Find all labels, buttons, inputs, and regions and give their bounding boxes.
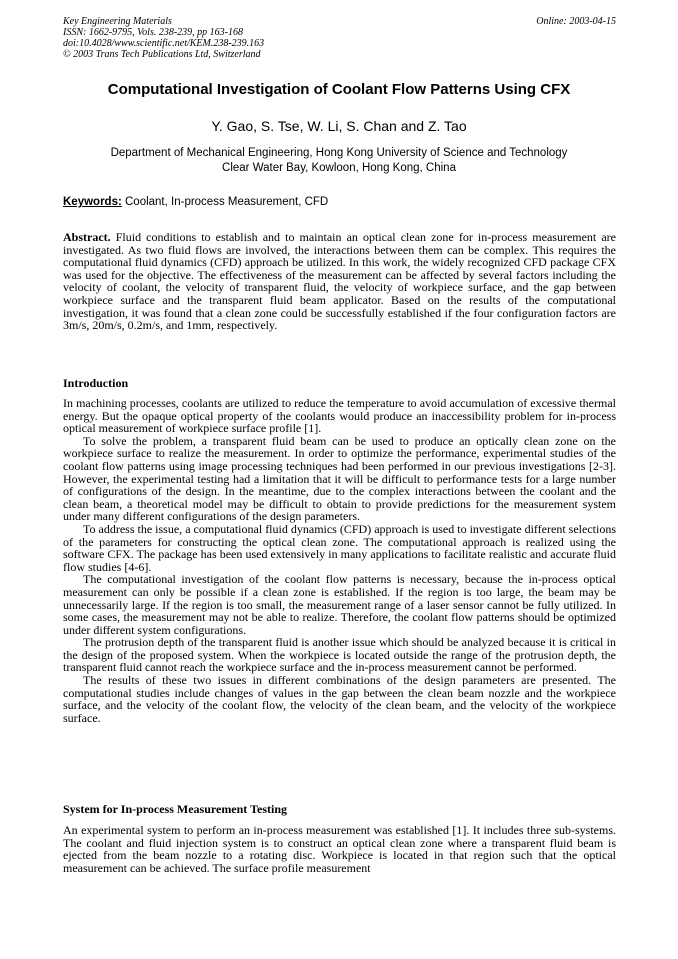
- author-list: Y. Gao, S. Tse, W. Li, S. Chan and Z. Tao: [211, 118, 467, 134]
- abstract-label: Abstract.: [63, 230, 111, 244]
- system-section: [63, 824, 616, 874]
- copyright-line: © 2003 Trans Tech Publications Ltd, Switzerland: [63, 49, 261, 60]
- online-date: Online: 2003-04-15: [536, 16, 616, 27]
- journal-name: Key Engineering Materials: [63, 16, 172, 27]
- publication-header: [63, 16, 616, 60]
- intro-paragraph: The protrusion depth of the transparent fluid is another issue which should be analyzed because it is critical in the design of the proposed system. When the workpiece is located outside the range of the protrusion depth, the transparent fluid cannot reach the workpiece surface and the in-process measurement cannot be performed.: [63, 635, 616, 675]
- affiliation-line-2: Clear Water Bay, Kowloon, Hong Kong, China: [222, 162, 456, 174]
- intro-paragraph: The results of these two issues in different combinations of the design parameters are presented. The computational studies include changes of values in the gap between the clean beam nozzle and the workpiece surface, and the velocity of the coolant flow, the velocity of the clean beam, and the velocity of the workpiece surface.: [63, 673, 616, 725]
- keywords: [63, 195, 616, 210]
- affiliation: [40, 146, 638, 176]
- keywords-label: Keywords:: [63, 196, 122, 208]
- system-heading: System for In-process Measurement Testing: [63, 802, 287, 816]
- intro-paragraph: To address the issue, a computational fluid dynamics (CFD) approach is used to investigate different selections of the parameters for constructing the optical clean zone. The computational approach is realized using the software CFX. The package has been used extensively in many applications to facilitate realistic and accurate fluid flow studies [4-6].: [63, 521, 616, 574]
- affiliation-line-1: Department of Mechanical Engineering, Hong Kong University of Science and Technology: [110, 147, 568, 159]
- paper-title: Computational Investigation of Coolant Flow Patterns Using CFX: [107, 81, 571, 98]
- introduction-section: [63, 397, 616, 724]
- abstract-text: Fluid conditions to establish and to maintain an optical clean zone for in-process measurement are investigated. As two fluid flows are involved, the interactions between them can be complex. This requires the computational fluid dynamics (CFD) approach be utilized. In this work, the widely recognized CFD package CFX was used for the objective. The effectiveness of the measurement can be affected by several factors including the velocity of coolant, the velocity of transparent fluid, the velocity of workpiece surface, and the gap between workpiece surface and the transparent fluid beam applicator. Based on the results of the computational investigation, it was found that a clean zone could be successfully established if the four configuration factors are 3m/s, 20m/s, 0.2m/s, and 1mm, respectively.: [63, 230, 616, 333]
- doi-line: doi:10.4028/www.scientific.net/KEM.238-239.163: [63, 38, 265, 49]
- system-paragraph: An experimental system to perform an in-process measurement was established [1]. It includes three sub-systems. The coolant and fluid injection system is to construct an optical clean zone where a transparent fluid beam is ejected from the beam nozzle to a rotating disc. Workpiece is located in that region such that the optical measurement can be achieved. The surface profile measurement: [63, 823, 616, 875]
- intro-paragraph: The computational investigation of the coolant flow patterns is necessary, because the in-process optical measurement can only be possible if a clean zone is established. If the region is too large, the beam may be unnecessarily large. If the region is too small, the measurement range of a laser sensor cannot be fully utilized. In some cases, the measurement may not be able to realize. Therefore, the coolant flow patterns should be optimized under different system configurations.: [63, 572, 616, 637]
- abstract: [63, 231, 616, 332]
- issn-line: ISSN: 1662-9795, Vols. 238-239, pp 163-168: [63, 27, 243, 38]
- intro-paragraph: To solve the problem, a transparent fluid beam can be used to produce an optically clean zone on the workpiece surface to realize the measurement. In order to optimize the performance, experimental studies of the coolant flow patterns using image processing techniques had been performed in our previous investigations [2-3]. However, the experimental testing had a limitation that it will be difficult to performance tests for a large number of configurations of the design. In the meantime, due to the complex interactions between the coolant and the clean beam, a theoretical model may be difficult to obtain to provide predictions for the measurement system under many different configurations of the design parameters.: [63, 433, 616, 524]
- keywords-text: Coolant, In-process Measurement, CFD: [121, 196, 329, 208]
- intro-paragraph: In machining processes, coolants are utilized to reduce the temperature to avoid accumulation of excessive thermal energy. But the opaque optical property of the coolants would produce an inaccessibility problem for in-process optical measurement of workpiece surface profile [1].: [63, 396, 616, 436]
- introduction-heading: Introduction: [63, 376, 129, 390]
